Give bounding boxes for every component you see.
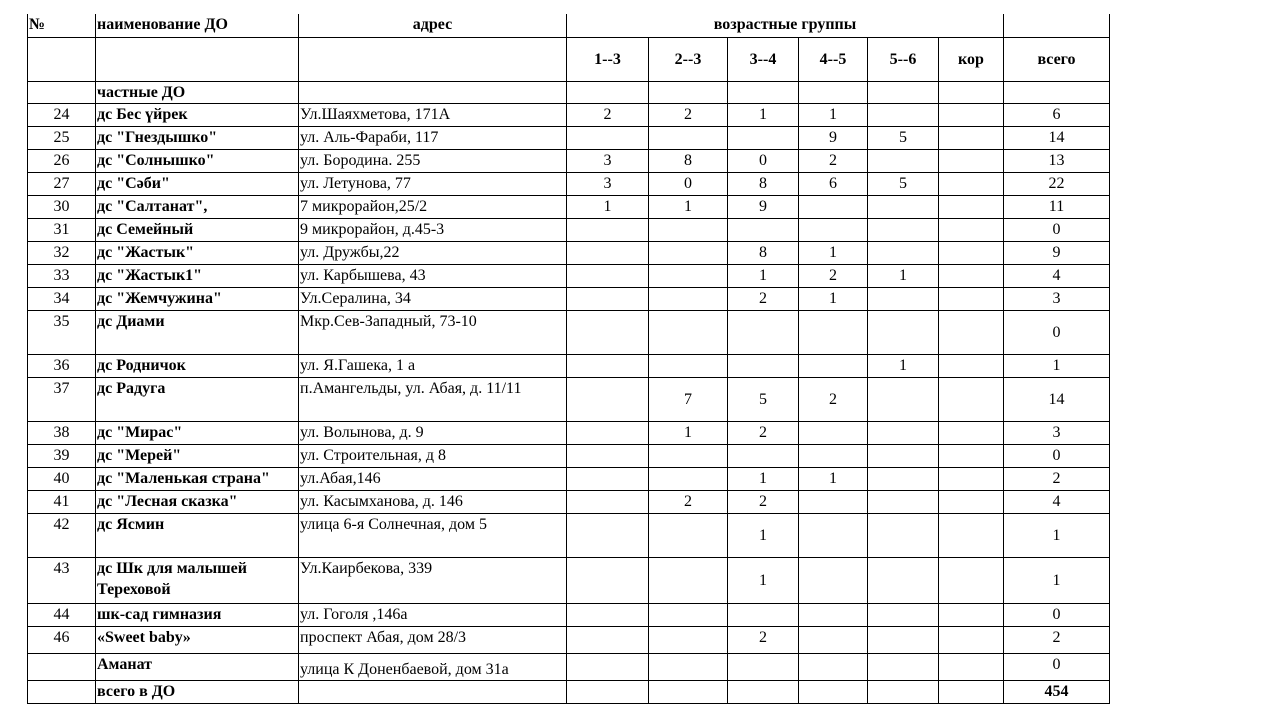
row-group-value [799,653,868,680]
row-total: 3 [1004,287,1110,310]
row-group-value: 1 [728,557,799,603]
row-group-value [567,513,649,557]
row-group-value [939,626,1004,653]
header-group-3-4: 3--4 [728,37,799,81]
row-num: 44 [28,603,96,626]
row-group-value: 3 [567,149,649,172]
row-num: 39 [28,444,96,467]
row-group-value [728,444,799,467]
header-group-1-3: 1--3 [567,37,649,81]
row-group-value [939,195,1004,218]
row-group-value [567,603,649,626]
row-group-value [939,490,1004,513]
row-total: 0 [1004,653,1110,680]
row-group-value [799,218,868,241]
row-group-value [868,149,939,172]
row-num: 30 [28,195,96,218]
row-total: 11 [1004,195,1110,218]
row-group-value [939,103,1004,126]
table-row [28,287,1110,310]
row-group-value: 1 [728,513,799,557]
row-num: 31 [28,218,96,241]
header-cell-empty [28,37,96,81]
table-row [28,467,1110,490]
row-num: 41 [28,490,96,513]
row-group-value [728,653,799,680]
row-group-value [939,241,1004,264]
table-row [28,377,1110,421]
row-total: 2 [1004,467,1110,490]
row-total: 14 [1004,126,1110,149]
row-group-value [799,603,868,626]
footer-cell-empty [28,680,96,703]
row-address: ул. Карбышева, 43 [299,264,567,287]
table-row [28,626,1110,653]
table-row [28,241,1110,264]
row-name: дс "Мерей" [96,444,299,467]
row-group-value [567,557,649,603]
row-name: дс Диами [96,310,299,354]
row-num: 43 [28,557,96,603]
row-group-value: 0 [728,149,799,172]
row-num [28,653,96,680]
row-num: 33 [28,264,96,287]
row-num: 35 [28,310,96,354]
row-address: ул. Я.Гашека, 1 а [299,354,567,377]
row-group-value: 5 [868,126,939,149]
row-group-value [799,626,868,653]
row-name: дс Бес үйрек [96,103,299,126]
table-row [28,103,1110,126]
row-address: ул. Дружбы,22 [299,241,567,264]
row-group-value [939,287,1004,310]
row-group-value: 8 [728,241,799,264]
row-group-value [728,354,799,377]
row-group-value [649,513,728,557]
row-num: 34 [28,287,96,310]
row-group-value [868,241,939,264]
header-total: всего [1004,37,1110,81]
row-group-value [868,310,939,354]
row-total: 0 [1004,218,1110,241]
row-name: дс "Маленькая страна" [96,467,299,490]
row-group-value: 8 [649,149,728,172]
row-num: 32 [28,241,96,264]
table-row [28,557,1110,603]
row-group-value [868,421,939,444]
table-row [28,149,1110,172]
row-total: 1 [1004,513,1110,557]
row-group-value [728,310,799,354]
row-address: ул. Волынова, д. 9 [299,421,567,444]
row-group-value [868,513,939,557]
row-num: 38 [28,421,96,444]
row-group-value: 1 [728,467,799,490]
row-total: 3 [1004,421,1110,444]
header-blank [1004,14,1110,37]
row-group-value [868,444,939,467]
row-address: ул. Строительная, д 8 [299,444,567,467]
row-group-value [868,653,939,680]
table-row [28,490,1110,513]
row-group-value: 2 [728,626,799,653]
row-group-value: 2 [799,264,868,287]
row-group-value [649,557,728,603]
row-group-value [799,513,868,557]
row-group-value [799,444,868,467]
row-num: 24 [28,103,96,126]
row-group-value [567,467,649,490]
row-address: 7 микрорайон,25/2 [299,195,567,218]
row-group-value [799,421,868,444]
row-group-value [799,195,868,218]
row-num: 25 [28,126,96,149]
row-address: ул. Летунова, 77 [299,172,567,195]
row-group-value [567,653,649,680]
row-group-value: 1 [799,241,868,264]
row-name: дс Семейный [96,218,299,241]
row-group-value [649,241,728,264]
row-group-value [728,218,799,241]
row-group-value: 1 [868,354,939,377]
table-row [28,218,1110,241]
header-group-5-6: 5--6 [868,37,939,81]
section-cell-empty [28,81,96,103]
row-num: 42 [28,513,96,557]
row-group-value [649,444,728,467]
row-total: 13 [1004,149,1110,172]
row-group-value [567,126,649,149]
row-group-value: 1 [868,264,939,287]
row-group-value [799,310,868,354]
row-group-value [649,626,728,653]
row-name: Аманат [96,653,299,680]
row-group-value: 8 [728,172,799,195]
row-group-value: 2 [649,103,728,126]
row-group-value [868,218,939,241]
row-group-value: 1 [649,421,728,444]
row-group-value [939,126,1004,149]
row-name: дс Родничок [96,354,299,377]
row-address: Мкр.Сев-Западный, 73-10 [299,310,567,354]
row-group-value [939,218,1004,241]
row-address: Ул.Каирбекова, 339 [299,557,567,603]
header-num: № [28,14,96,37]
row-group-value [939,603,1004,626]
header-group-kor: кор [939,37,1004,81]
row-group-value: 2 [799,149,868,172]
row-group-value [868,195,939,218]
row-group-value [649,126,728,149]
row-name: дс "Сәби" [96,172,299,195]
row-total: 4 [1004,264,1110,287]
row-total: 0 [1004,444,1110,467]
footer-label: всего в ДО [96,680,299,703]
row-group-value [868,377,939,421]
section-label: частные ДО [96,81,299,103]
row-name: дс "Жастык1" [96,264,299,287]
row-group-value: 6 [799,172,868,195]
row-num: 40 [28,467,96,490]
row-address: Ул.Сералина, 34 [299,287,567,310]
row-address: ул. Аль-Фараби, 117 [299,126,567,149]
row-name: дс Ясмин [96,513,299,557]
row-group-value: 9 [728,195,799,218]
row-group-value: 1 [728,264,799,287]
row-group-value [567,490,649,513]
row-group-value: 1 [799,287,868,310]
row-group-value: 2 [567,103,649,126]
row-total: 22 [1004,172,1110,195]
row-name: «Sweet baby» [96,626,299,653]
row-group-value [939,653,1004,680]
table-row [28,264,1110,287]
row-group-value [567,626,649,653]
row-group-value [939,377,1004,421]
row-group-value [649,354,728,377]
row-address: проспект Абая, дом 28/3 [299,626,567,653]
header-address: адрес [299,14,567,37]
row-address: 9 микрорайон, д.45-3 [299,218,567,241]
row-name: дс "Лесная сказка" [96,490,299,513]
table-row [28,172,1110,195]
row-group-value [567,218,649,241]
row-num: 36 [28,354,96,377]
header-group-4-5: 4--5 [799,37,868,81]
row-total: 1 [1004,557,1110,603]
row-group-value: 1 [799,103,868,126]
row-name: дс "Жастык" [96,241,299,264]
row-total: 6 [1004,103,1110,126]
row-group-value [939,421,1004,444]
row-group-value [567,354,649,377]
row-group-value [868,557,939,603]
row-group-value [567,421,649,444]
header-cell-empty [299,37,567,81]
table-row [28,126,1110,149]
row-address: ул. Бородина. 255 [299,149,567,172]
row-name: дс "Солнышко" [96,149,299,172]
row-group-value [868,626,939,653]
row-num: 46 [28,626,96,653]
header-cell-empty [96,37,299,81]
table-row [28,603,1110,626]
row-group-value [868,467,939,490]
row-group-value: 9 [799,126,868,149]
row-name: дс Шк для малышей Тереховой [96,557,299,603]
row-group-value: 2 [728,287,799,310]
row-group-value [939,467,1004,490]
row-group-value [649,310,728,354]
row-total: 0 [1004,603,1110,626]
row-group-value [868,103,939,126]
table-row [28,354,1110,377]
row-group-value: 5 [728,377,799,421]
table-row [28,195,1110,218]
table-row [28,310,1110,354]
row-address: Ул.Шаяхметова, 171А [299,103,567,126]
row-total: 1 [1004,354,1110,377]
row-total: 14 [1004,377,1110,421]
row-address: п.Амангельды, ул. Абая, д. 11/11 [299,377,567,421]
row-group-value [939,444,1004,467]
table-row [28,421,1110,444]
kindergarten-table [27,14,1110,704]
row-group-value [567,241,649,264]
header-name: наименование ДО [96,14,299,37]
row-group-value [868,603,939,626]
row-group-value [939,264,1004,287]
row-group-value [868,490,939,513]
row-total: 9 [1004,241,1110,264]
row-group-value: 2 [728,421,799,444]
row-group-value: 0 [649,172,728,195]
row-group-value: 2 [728,490,799,513]
row-name: дс "Салтанат", [96,195,299,218]
table-row [28,513,1110,557]
row-group-value [567,377,649,421]
row-name: дс Радуга [96,377,299,421]
row-group-value [939,310,1004,354]
row-address: ул.Абая,146 [299,467,567,490]
row-total: 0 [1004,310,1110,354]
row-group-value [728,603,799,626]
table-row [28,653,1110,680]
row-group-value: 1 [567,195,649,218]
row-name: дс "Жемчужина" [96,287,299,310]
row-name: дс "Гнездышко" [96,126,299,149]
row-group-value [939,513,1004,557]
row-address: улица 6-я Солнечная, дом 5 [299,513,567,557]
row-group-value: 5 [868,172,939,195]
row-group-value: 1 [799,467,868,490]
row-group-value [649,603,728,626]
row-group-value [799,354,868,377]
row-group-value [939,149,1004,172]
row-num: 26 [28,149,96,172]
total-row [28,680,1110,703]
row-address: ул. Касымханова, д. 146 [299,490,567,513]
row-address: улица К Доненбаевой, дом 31а [299,653,567,680]
row-group-value: 1 [649,195,728,218]
header-age-groups: возрастные группы [567,14,1004,37]
row-group-value: 1 [728,103,799,126]
row-group-value [799,490,868,513]
footer-total: 454 [1004,680,1110,703]
row-total: 2 [1004,626,1110,653]
row-total: 4 [1004,490,1110,513]
row-group-value [868,287,939,310]
row-group-value [567,287,649,310]
row-name: шк-сад гимназия [96,603,299,626]
row-group-value: 2 [649,490,728,513]
row-group-value [939,557,1004,603]
row-address: ул. Гоголя ,146а [299,603,567,626]
row-group-value [567,444,649,467]
row-group-value: 3 [567,172,649,195]
row-group-value: 7 [649,377,728,421]
row-group-value [567,264,649,287]
row-num: 27 [28,172,96,195]
header-group-2-3: 2--3 [649,37,728,81]
row-num: 37 [28,377,96,421]
row-group-value [799,557,868,603]
row-group-value [649,218,728,241]
row-group-value [649,287,728,310]
row-group-value: 2 [799,377,868,421]
row-group-value [939,172,1004,195]
row-group-value [649,467,728,490]
table-row [28,444,1110,467]
row-name: дс "Мирас" [96,421,299,444]
row-group-value [567,310,649,354]
row-group-value [649,264,728,287]
row-group-value [649,653,728,680]
row-group-value [939,354,1004,377]
row-group-value [728,126,799,149]
